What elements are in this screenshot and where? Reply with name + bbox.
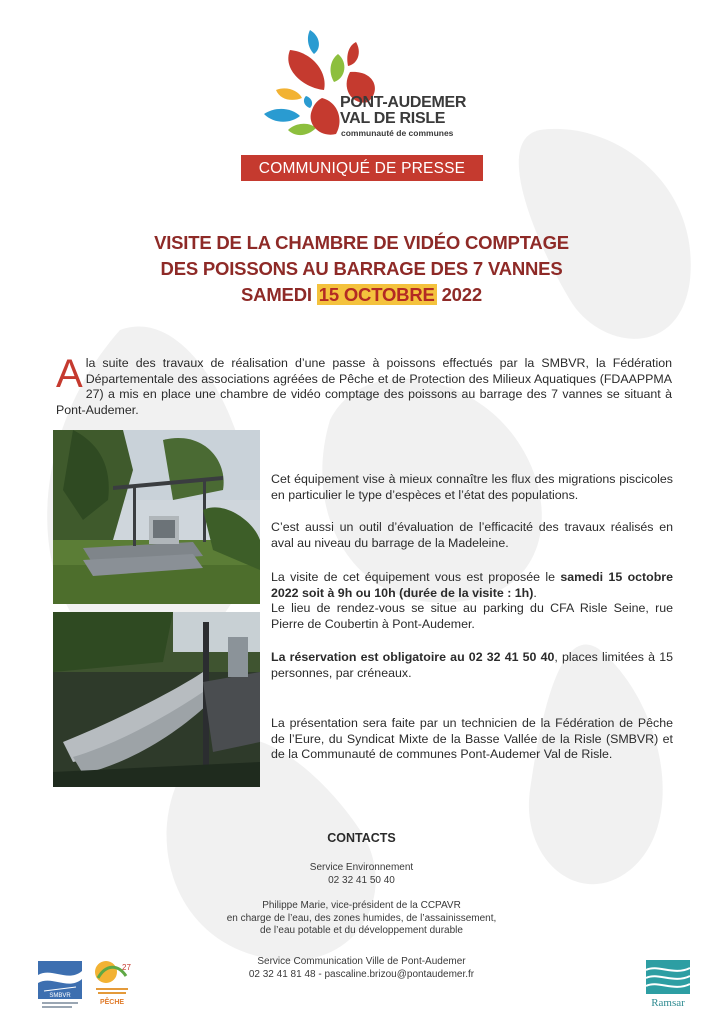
reservation-phone: La réservation est obligatoire au 02 32 41 50 40 xyxy=(271,650,555,664)
logo-line3: communauté de communes xyxy=(341,128,454,138)
logo-line2: VAL DE RISLE xyxy=(340,110,446,127)
body-paragraph-4 xyxy=(271,650,673,681)
env-phone: 02 32 41 50 40 xyxy=(328,874,395,886)
title-line3-post: 2022 xyxy=(436,284,482,305)
logo-line1: PONT-AUDEMER xyxy=(340,94,467,111)
title-line2: DES POISSONS AU BARRAGE DES 7 VANNES xyxy=(160,258,563,279)
federation-number: 27 xyxy=(122,963,131,972)
p3-post: . xyxy=(533,585,537,600)
pont-audemer-logo xyxy=(262,28,472,146)
comm-label: Service Communication Ville de Pont-Audemer xyxy=(257,956,466,967)
person-line1: Philippe Marie, vice-président de la CCPAVR xyxy=(262,900,461,911)
body-paragraph-5: La présentation sera faite par un technicien de la Fédération de Pêche de l’Eure, du Syndicat Mixte de la Basse Vallée de la Risle (SMBVR) et de la Communauté de communes Pont-Audemer Val de Risle. xyxy=(271,716,673,762)
federation-label: PÊCHE xyxy=(99,999,125,1006)
contact-person xyxy=(0,900,723,938)
body-paragraph-2: C’est aussi un outil d’évaluation de l’efficacité des travaux réalisés en aval au niveau du barrage de la Madeleine. xyxy=(271,520,673,550)
meeting-place: Le lieu de rendez-vous se situe au parking du CFA Risle Seine, rue Pierre de Coubertin à Pont-Audemer. xyxy=(271,601,673,631)
title-date-highlight: 15 OCTOBRE xyxy=(318,284,435,305)
p4-post: , places limitées à 15 personnes, par créneaux. xyxy=(271,650,673,680)
person-line3: de l’eau potable et du développement durable xyxy=(260,925,463,936)
p3-pre: La visite de cet équipement vous est proposée le xyxy=(271,570,561,584)
press-release-banner: COMMUNIQUÉ DE PRESSE xyxy=(241,155,483,181)
intro-text: la suite des travaux de réalisation d’une passe à poissons effectués par la SMBVR, la Fédération Départementale des associations agréées de Pêche et de Protection des Milieux Aquatiques (FDAAPPMA 27) a mis en place une chambre de vidéo comptage des poissons au barrage des 7 vannes se situant à Pont-Audemer. xyxy=(56,356,672,417)
photo-video-chamber-structure xyxy=(53,430,260,604)
body-paragraph-3 xyxy=(271,570,673,632)
document-title xyxy=(60,230,663,308)
title-line1: VISITE DE LA CHAMBRE DE VIDÉO COMPTAGE xyxy=(154,232,569,253)
smbvr-logo xyxy=(38,961,82,1011)
ramsar-logo xyxy=(644,960,692,1010)
intro-dropcap: A xyxy=(56,352,83,396)
title-line3 xyxy=(60,282,663,308)
intro-paragraph xyxy=(56,352,672,418)
body-paragraph-1: Cet équipement vise à mieux connaître les flux des migrations piscicoles en particulier le type d’espèces et l’état des populations. xyxy=(271,472,673,502)
env-label: Service Environnement xyxy=(309,862,414,873)
comm-line: 02 32 41 81 48 - pascaline.brizou@pontaudemer.fr xyxy=(248,968,475,980)
smbvr-label: SMBVR xyxy=(49,993,71,999)
photo-fish-pass-channel xyxy=(53,612,260,787)
contact-environment xyxy=(0,862,723,887)
person-line2: en charge de l’eau, des zones humides, de l’assainissement, xyxy=(226,912,497,924)
title-line3-pre: SAMEDI xyxy=(241,284,317,305)
visit-date-time: samedi 15 octobre 2022 soit à 9h ou 10h (durée de la visite : 1h) xyxy=(271,570,674,600)
federation-peche-logo xyxy=(92,958,132,1008)
contacts-heading: CONTACTS xyxy=(327,831,396,845)
ramsar-label: Ramsar xyxy=(651,997,685,1009)
